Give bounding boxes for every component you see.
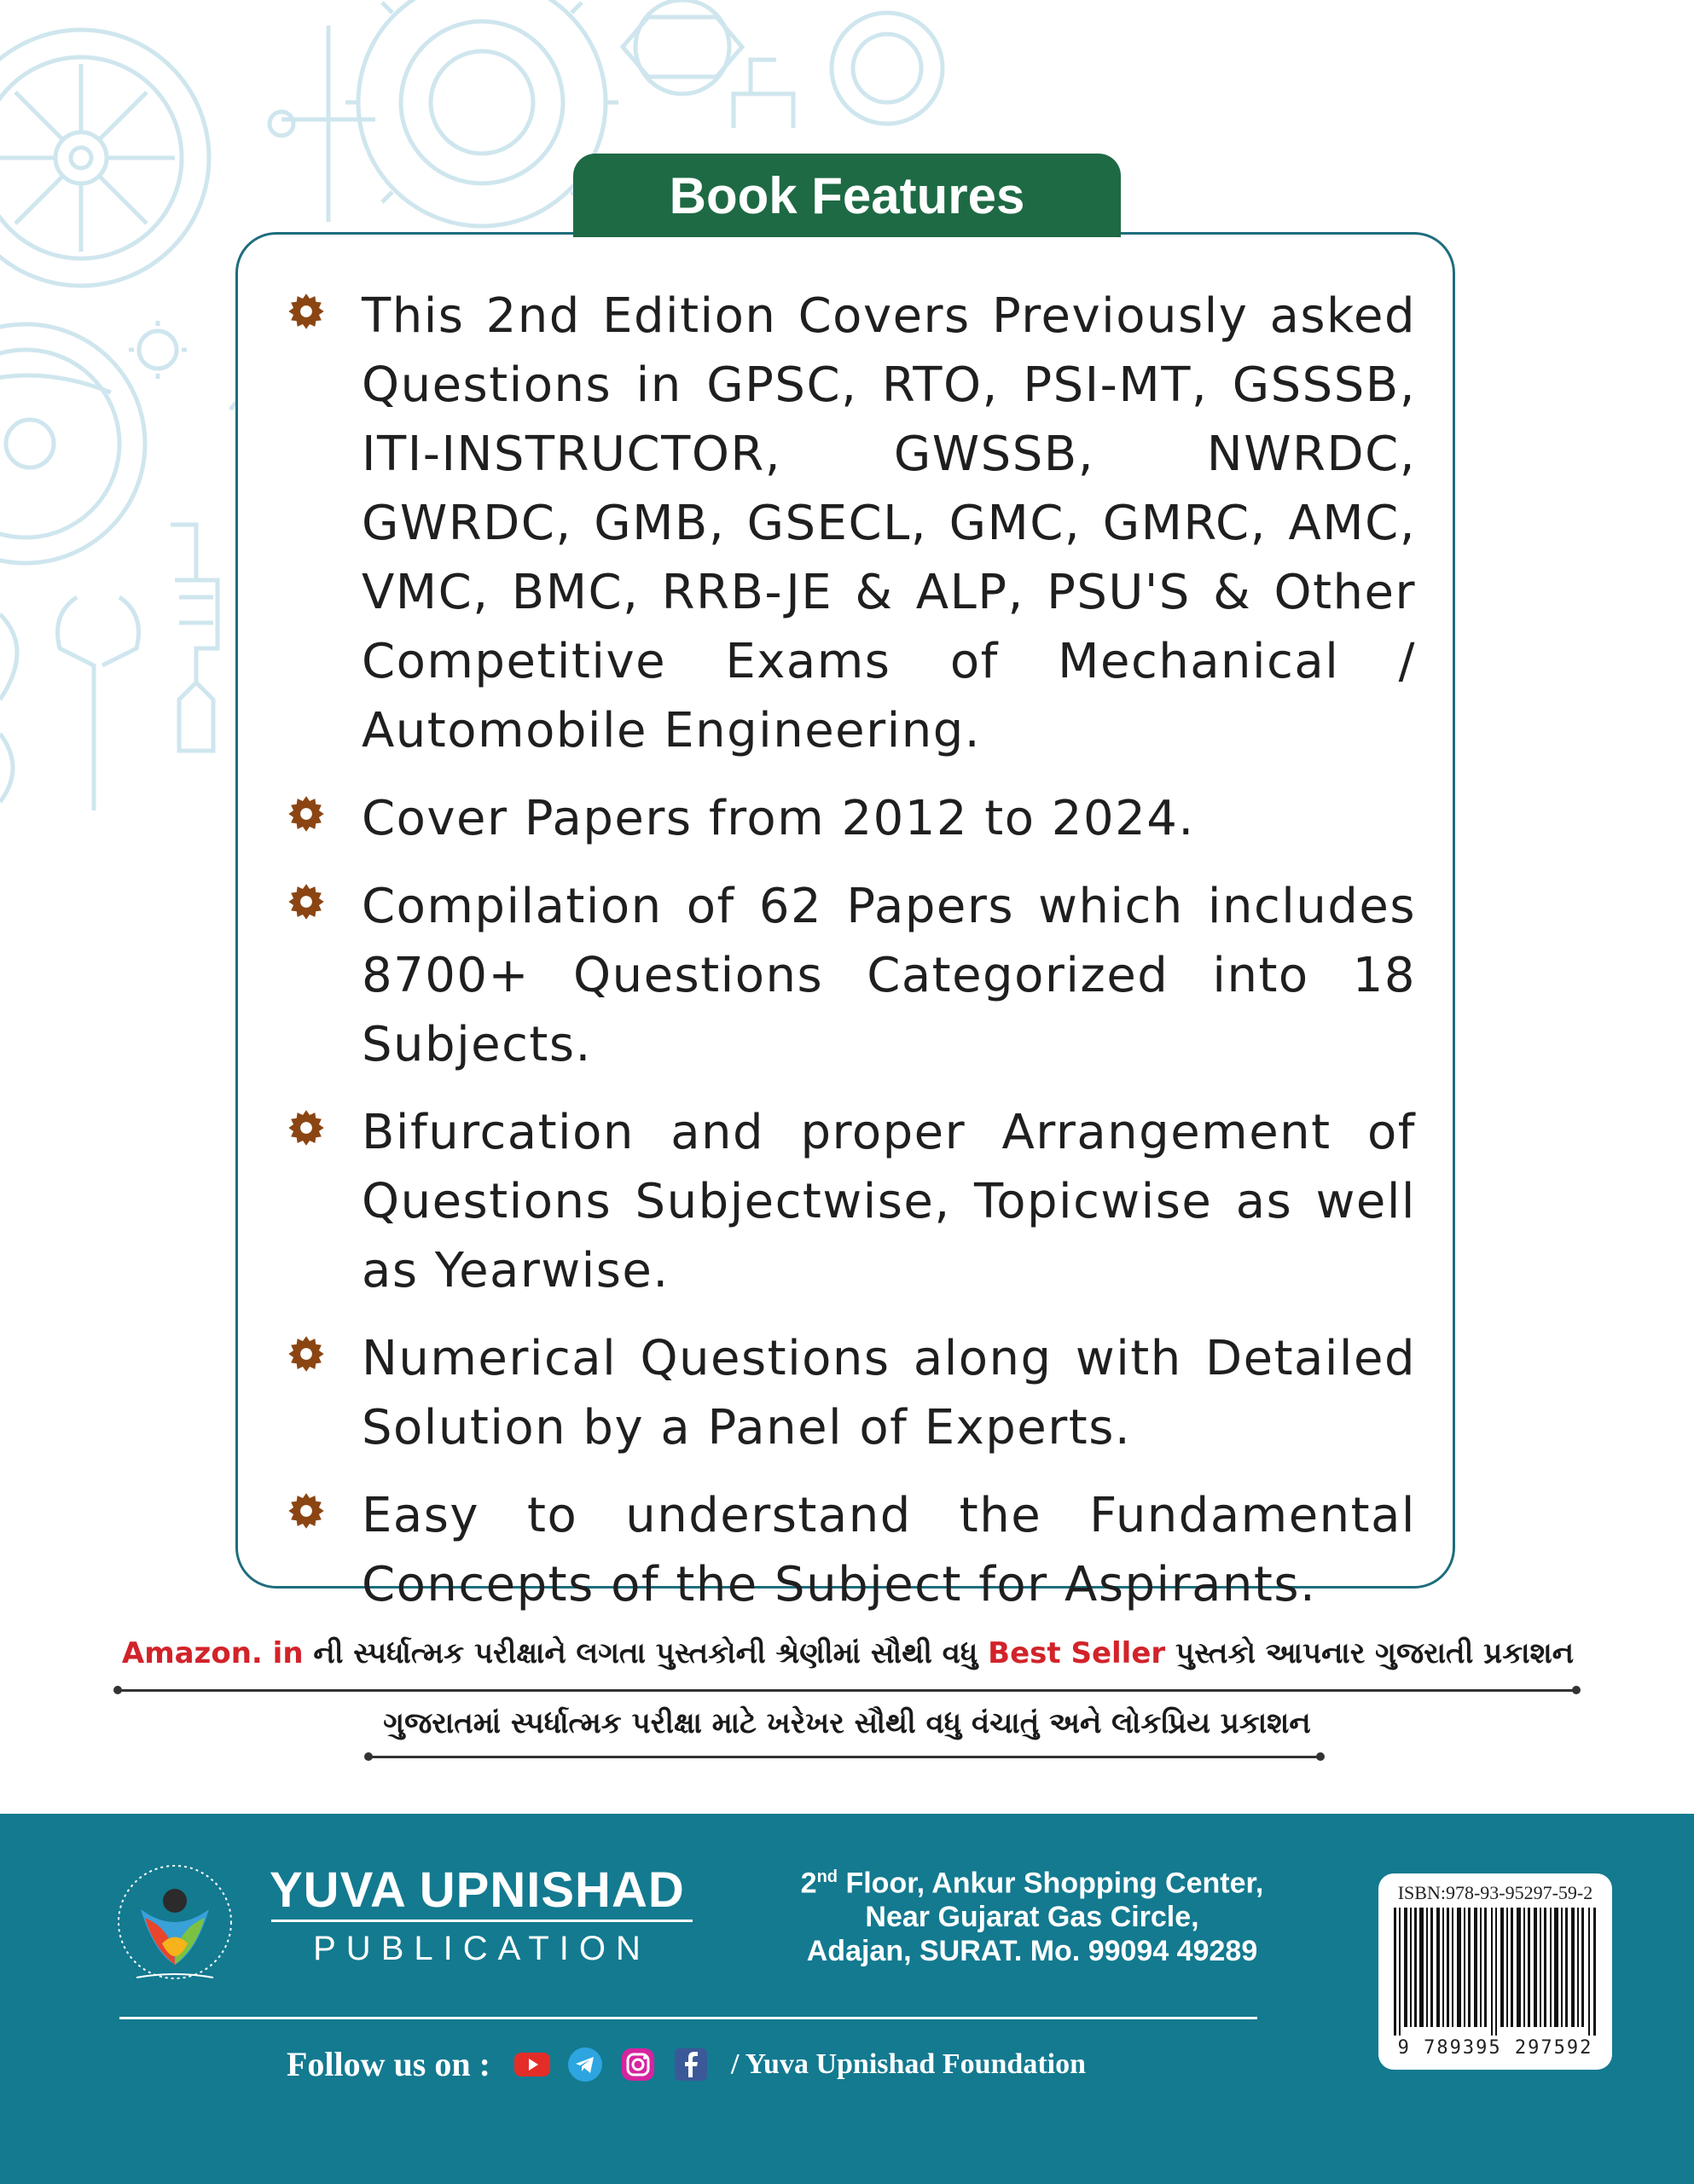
follow-label: Follow us on : (287, 2045, 490, 2083)
divider-rule (118, 1689, 1576, 1692)
address-line-2: Near Gujarat Gas Circle, (865, 1901, 1199, 1934)
address-line-1: 2nd Floor, Ankur Shopping Center, (800, 1867, 1264, 1900)
follow-us-row (287, 2044, 1086, 2084)
feature-list (287, 282, 1416, 1638)
features-tab (573, 154, 1121, 237)
gear-bullet-icon (287, 1324, 362, 1374)
brand-name: YUVA UPNISHAD (270, 1862, 685, 1918)
telegram-icon[interactable] (566, 2045, 605, 2084)
feature-item (287, 1098, 1416, 1305)
feature-text: Easy to understand the Fundamental Concepts of the Subject for Aspirants. (362, 1488, 1416, 1612)
follow-handle: / Yuva Upnishad Foundation (730, 2048, 1087, 2080)
feature-item (287, 1324, 1416, 1462)
divider-rule (368, 1756, 1320, 1758)
feature-item (287, 1481, 1416, 1619)
feature-text: Cover Papers from 2012 to 2024. (362, 791, 1195, 846)
features-title: Book Features (669, 166, 1025, 224)
tagline-bestseller (114, 1636, 1581, 1670)
brand-underline (271, 1920, 693, 1922)
tagline-popular: ગુજરાતમાં સ્પર્ધાત્મક પરીક્ષા માટે ખરેખર સૌથી વધુ વંચાતું અને લોકપ્રિય પ્રકાશન (383, 1706, 1311, 1740)
publisher-address (734, 1860, 1331, 1968)
barcode-digits: 9 789395 297592 (1397, 2037, 1593, 2059)
feature-item (287, 872, 1416, 1079)
gear-bullet-icon (287, 282, 362, 331)
instagram-icon[interactable] (618, 2045, 658, 2084)
isbn-text: ISBN:978-93-95297-59-2 (1397, 1882, 1593, 1903)
address-line-3: Adajan, SURAT. Mo. 99094 49289 (806, 1935, 1258, 1968)
feature-text: Bifurcation and proper Arrangement of Questions Subjectwise, Topicwise as well as Yearwise. (362, 1105, 1416, 1298)
feature-text: Compilation of 62 Papers which includes 8700+ Questions Categorized into 18 Subjects. (362, 879, 1416, 1072)
barcode-graphic (1390, 1908, 1600, 2036)
footer-divider (119, 2017, 1257, 2019)
tagline-part1: ની સ્પર્ધાત્મક પરીક્ષાને લગતા પુસ્તકોની શ્રેણીમાં સૌથી વધુ (313, 1636, 978, 1670)
gear-bullet-icon (287, 1481, 362, 1531)
gear-bullet-icon (287, 872, 362, 921)
feature-item (287, 784, 1416, 853)
feature-text: Numerical Questions along with Detailed Solution by a Panel of Experts. (362, 1331, 1416, 1455)
gear-bullet-icon (287, 784, 362, 834)
feature-item (287, 282, 1416, 765)
publisher-logo-emblem (102, 1850, 247, 1995)
barcode-box (1378, 1873, 1612, 2070)
youtube-icon[interactable] (513, 2045, 552, 2084)
best-seller-text: Best Seller (988, 1636, 1166, 1670)
feature-text: This 2nd Edition Covers Previously asked Questions in GPSC, RTO, PSI-MT, GSSSB, ITI-INSTRUCTOR, GWSSB, NWRDC, GWRDC, GMB, GSECL, GMC, GMRC, AMC, VMC, BMC, RRB-JE & ALP, PSU'S & Other Competitive Exams of Mechanical / Automobile Engineering. (362, 288, 1416, 758)
tagline-part2: પુસ્તકો આપનાર ગુજરાતી પ્રકાશન (1175, 1636, 1575, 1670)
brand-sub: PUBLICATION (313, 1930, 651, 1967)
gear-bullet-icon (287, 1098, 362, 1147)
facebook-icon[interactable] (671, 2045, 711, 2084)
amazon-text: Amazon. in (121, 1636, 304, 1670)
